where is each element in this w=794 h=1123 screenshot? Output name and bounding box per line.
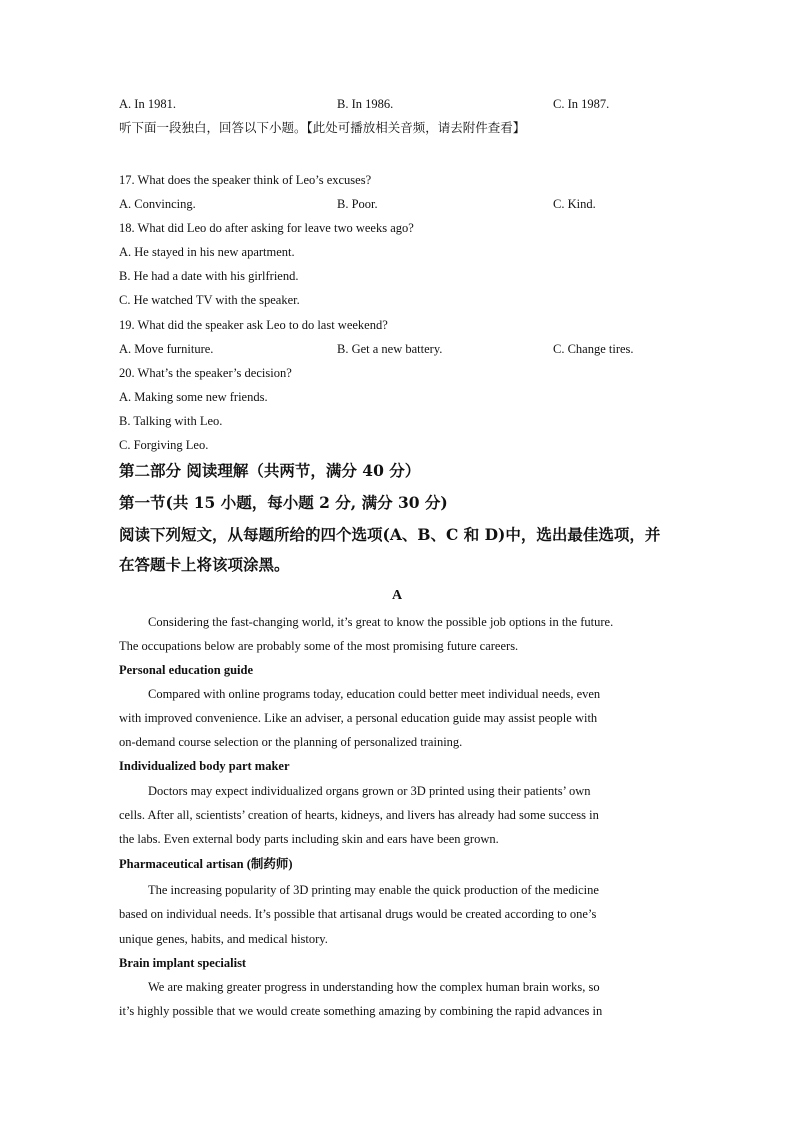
p3-line2: based on individual needs. It’s possible that artisanal drugs would be created according to one’s [119,907,597,921]
heading-body-part-maker: Individualized body part maker [119,759,290,773]
q17-option-b: B. Poor. [337,197,378,211]
p3-line3: unique genes, habits, and medical history. [119,932,328,946]
p3-line1: The increasing popularity of 3D printing may enable the quick production of the medicine [148,883,599,897]
q18-option-b: B. He had a date with his girlfriend. [119,269,299,283]
p1-line2: with improved convenience. Like an adviser, a personal education guide may assist people with [119,711,598,725]
p1-line1: Compared with online programs today, education could better meet individual needs, even [148,687,601,701]
q17-option-a: A. Convincing. [119,197,196,211]
section1-title: 第一节(共 15 小题，每小题 2 分, 满分 30 分) [119,493,448,512]
p2-line3: the labs. Even external body parts including skin and ears have been grown. [119,832,499,846]
q16-option-c: C. In 1987. [553,97,610,111]
p1-line3: on-demand course selection or the planning of personalized training. [119,735,463,749]
instruction-line2: 在答题卡上将该项涂黑。 [119,555,290,574]
monologue-intro: 听下面一段独白，回答以下小题。【此处可播放相关音频，请去附件查看】 [119,120,526,135]
q18-option-c: C. He watched TV with the speaker. [119,293,300,307]
heading-pharmaceutical-artisan: Pharmaceutical artisan (制药师) [119,857,293,871]
q18-option-a: A. He stayed in his new apartment. [119,245,295,259]
p4-line2: it’s highly possible that we would create something amazing by combining the rapid advances in [119,1004,603,1018]
heading-brain-implant: Brain implant specialist [119,956,247,970]
q16-option-b: B. In 1986. [337,97,394,111]
heading-education-guide: Personal education guide [119,663,254,677]
q17-option-c: C. Kind. [553,197,596,211]
q16-option-a: A. In 1981. [119,97,176,111]
q18-stem: 18. What did Leo do after asking for leave two weeks ago? [119,221,414,235]
intro-line2: The occupations below are probably some of the most promising future careers. [119,639,519,653]
q19-option-c: C. Change tires. [553,342,634,356]
q20-option-c: C. Forgiving Leo. [119,438,209,452]
p2-line1: Doctors may expect individualized organs grown or 3D printed using their patients’ own [148,784,591,798]
part2-title: 第二部分 阅读理解（共两节，满分 40 分） [119,461,421,480]
q20-stem: 20. What’s the speaker’s decision? [119,366,292,380]
passage-label: A [391,588,403,603]
q20-option-a: A. Making some new friends. [119,390,268,404]
q19-option-b: B. Get a new battery. [337,342,443,356]
q19-stem: 19. What did the speaker ask Leo to do last weekend? [119,318,388,332]
q17-stem: 17. What does the speaker think of Leo’s excuses? [119,173,372,187]
p2-line2: cells. After all, scientists’ creation of hearts, kidneys, and livers has already had some success in [119,808,599,822]
intro-line1: Considering the fast-changing world, it’s great to know the possible job options in the future. [148,615,614,629]
q20-option-b: B. Talking with Leo. [119,414,223,428]
q19-option-a: A. Move furniture. [119,342,214,356]
instruction-line1: 阅读下列短文，从每题所给的四个选项(A、B、C 和 D)中，选出最佳选项，并 [119,525,661,544]
p4-line1: We are making greater progress in understanding how the complex human brain works, so [148,980,600,994]
